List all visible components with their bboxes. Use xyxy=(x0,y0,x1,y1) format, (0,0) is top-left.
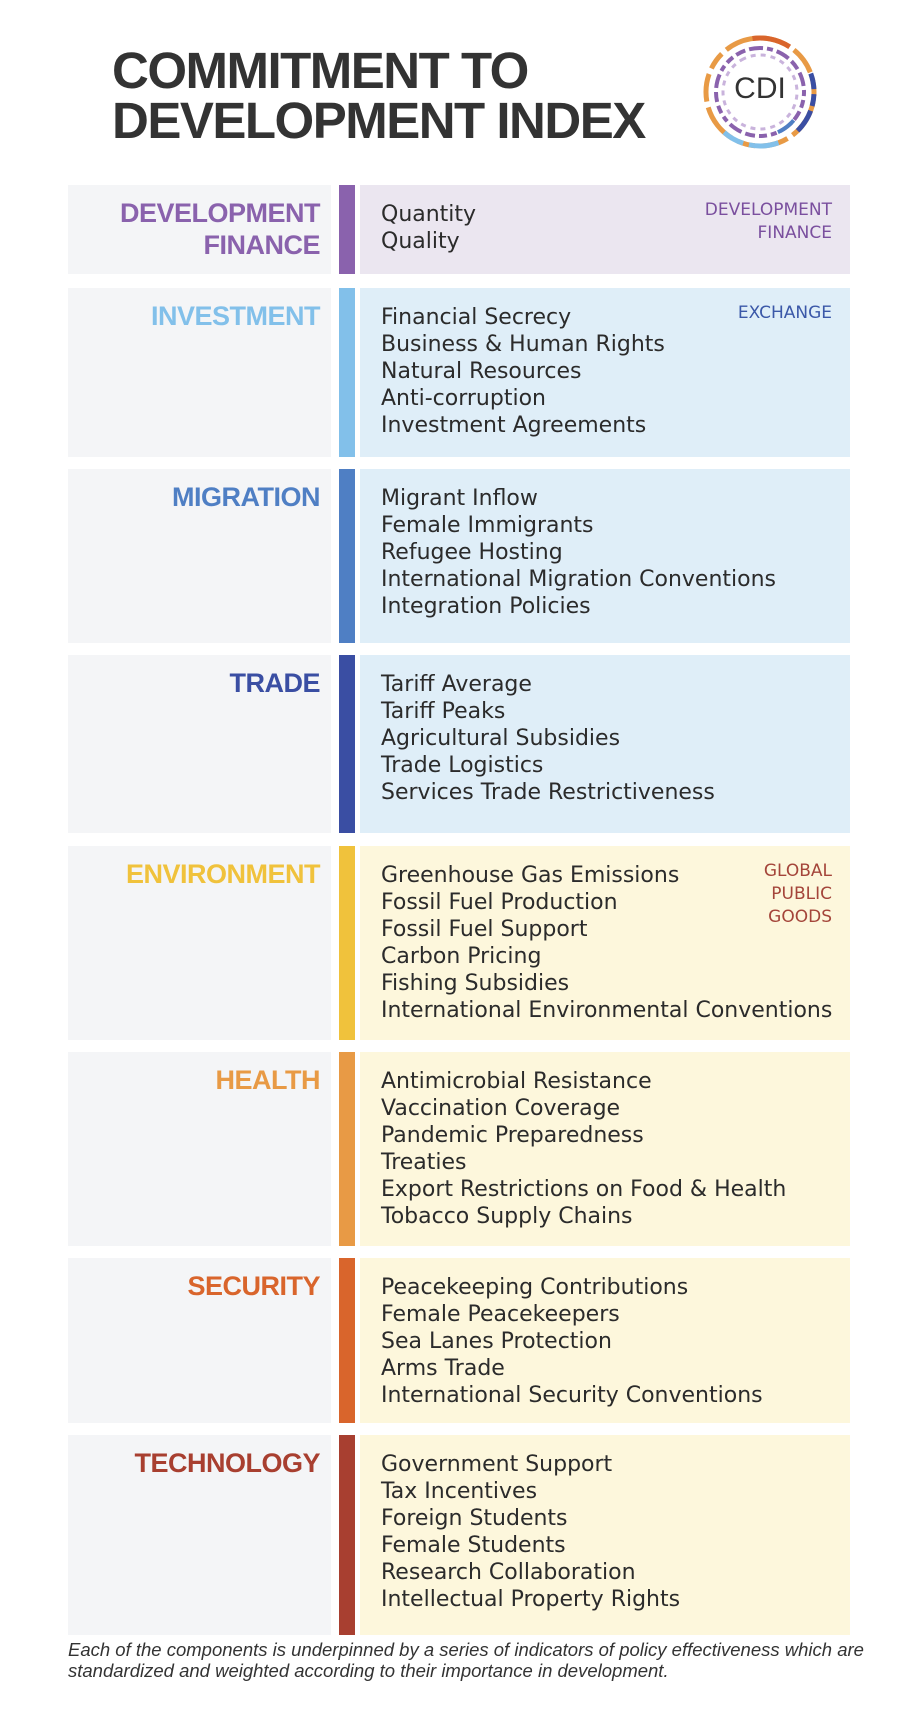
indicator-item: Government Support xyxy=(381,1452,613,1477)
indicator-item: Financial Secrecy xyxy=(381,305,572,330)
color-bar xyxy=(339,1052,355,1246)
component-row-trade xyxy=(68,655,850,833)
indicator-item: Anti-corruption xyxy=(381,386,546,411)
group-tag: GLOBAL PUBLIC GOODS xyxy=(763,861,832,927)
indicator-item: Trade Logistics xyxy=(381,753,544,778)
indicator-item: Research Collaboration xyxy=(381,1560,636,1585)
component-label: TRADE xyxy=(229,668,320,698)
color-bar xyxy=(339,1435,355,1635)
indicator-list xyxy=(381,1068,786,1230)
indicator-list xyxy=(381,201,476,255)
group-tag: EXCHANGE xyxy=(737,303,832,323)
indicator-item: Intellectual Property Rights xyxy=(381,1587,681,1612)
component-label: MIGRATION xyxy=(172,482,320,512)
component-row-environment xyxy=(68,846,850,1040)
indicator-list xyxy=(381,1451,680,1613)
indicator-item: Agricultural Subsidies xyxy=(381,726,621,751)
indicator-item: Treaties xyxy=(381,1150,467,1175)
group-tag: DEVELOPMENT FINANCE xyxy=(704,200,832,243)
indicator-item: Natural Resources xyxy=(381,359,582,384)
indicator-item: Quality xyxy=(381,229,460,254)
component-row-investment xyxy=(68,288,850,457)
indicator-item: Pandemic Preparedness xyxy=(381,1123,644,1148)
component-label-cell xyxy=(68,1258,331,1423)
indicator-item: Fossil Fuel Production xyxy=(381,890,618,915)
indicator-item: Antimicrobial Resistance xyxy=(381,1069,652,1094)
indicator-item: Services Trade Restrictiveness xyxy=(381,780,715,805)
indicator-item: Female Peacekeepers xyxy=(381,1302,620,1327)
color-bar xyxy=(339,655,355,833)
component-label-cell xyxy=(68,288,331,457)
indicator-item: Vaccination Coverage xyxy=(381,1096,621,1121)
indicator-item: Carbon Pricing xyxy=(381,944,542,969)
indicator-item: Integration Policies xyxy=(381,594,591,619)
component-label-cell xyxy=(68,1435,331,1635)
indicator-item: Greenhouse Gas Emissions xyxy=(381,863,680,888)
indicator-item: International Security Conventions xyxy=(381,1383,763,1408)
indicator-list xyxy=(381,1274,763,1409)
component-label: INVESTMENT xyxy=(150,301,320,331)
component-label-cell xyxy=(68,846,331,1040)
color-bar xyxy=(339,846,355,1040)
indicator-item: International Migration Conventions xyxy=(381,567,776,592)
indicator-item: Foreign Students xyxy=(381,1506,568,1531)
color-bar xyxy=(339,469,355,643)
component-label: ENVIRONMENT xyxy=(125,859,320,889)
indicator-item: Fishing Subsidies xyxy=(381,971,570,996)
component-row-migration xyxy=(68,469,850,643)
page-title: COMMITMENT TO DEVELOPMENT INDEX xyxy=(112,42,645,149)
indicator-item: Female Immigrants xyxy=(381,513,594,538)
indicator-list xyxy=(381,304,665,439)
indicator-item: Tariff Peaks xyxy=(381,699,506,724)
indicator-item: Business & Human Rights xyxy=(381,332,665,357)
component-row-development-finance xyxy=(68,185,850,274)
component-label: TECHNOLOGY xyxy=(134,1448,320,1478)
component-label: SECURITY xyxy=(187,1271,320,1301)
indicator-item: Arms Trade xyxy=(381,1356,505,1381)
component-label: HEALTH xyxy=(215,1065,320,1095)
component-row-technology xyxy=(68,1435,850,1635)
indicator-list xyxy=(381,671,715,806)
component-label: DEVELOPMENT FINANCE xyxy=(119,198,320,260)
indicator-item: Investment Agreements xyxy=(381,413,647,438)
indicator-item: Sea Lanes Protection xyxy=(381,1329,612,1354)
indicator-item: Tax Incentives xyxy=(381,1479,538,1504)
component-label-cell xyxy=(68,469,331,643)
indicator-item: Export Restrictions on Food & Health xyxy=(381,1177,787,1202)
component-row-health xyxy=(68,1052,850,1246)
indicator-item: Peacekeeping Contributions xyxy=(381,1275,689,1300)
indicator-item: Refugee Hosting xyxy=(381,540,563,565)
logo-text: CDI xyxy=(734,72,786,105)
indicator-item: Tariff Average xyxy=(381,672,532,697)
component-label-cell xyxy=(68,655,331,833)
indicator-item: International Environmental Conventions xyxy=(381,998,833,1023)
component-label-cell xyxy=(68,1052,331,1246)
indicator-item: Fossil Fuel Support xyxy=(381,917,588,942)
indicator-item: Quantity xyxy=(381,202,477,227)
component-label-cell xyxy=(68,185,331,274)
indicator-item: Migrant Inflow xyxy=(381,486,538,511)
indicator-list xyxy=(381,485,776,620)
color-bar xyxy=(339,288,355,457)
indicator-item: Female Students xyxy=(381,1533,566,1558)
color-bar xyxy=(339,1258,355,1423)
color-bar xyxy=(339,185,355,274)
indicator-item: Tobacco Supply Chains xyxy=(381,1204,633,1229)
component-row-security xyxy=(68,1258,850,1423)
footnote: Each of the components is underpinned by a series of indicators of policy effectiveness which are standardized and weighted according to their importance in development. xyxy=(68,1639,864,1681)
